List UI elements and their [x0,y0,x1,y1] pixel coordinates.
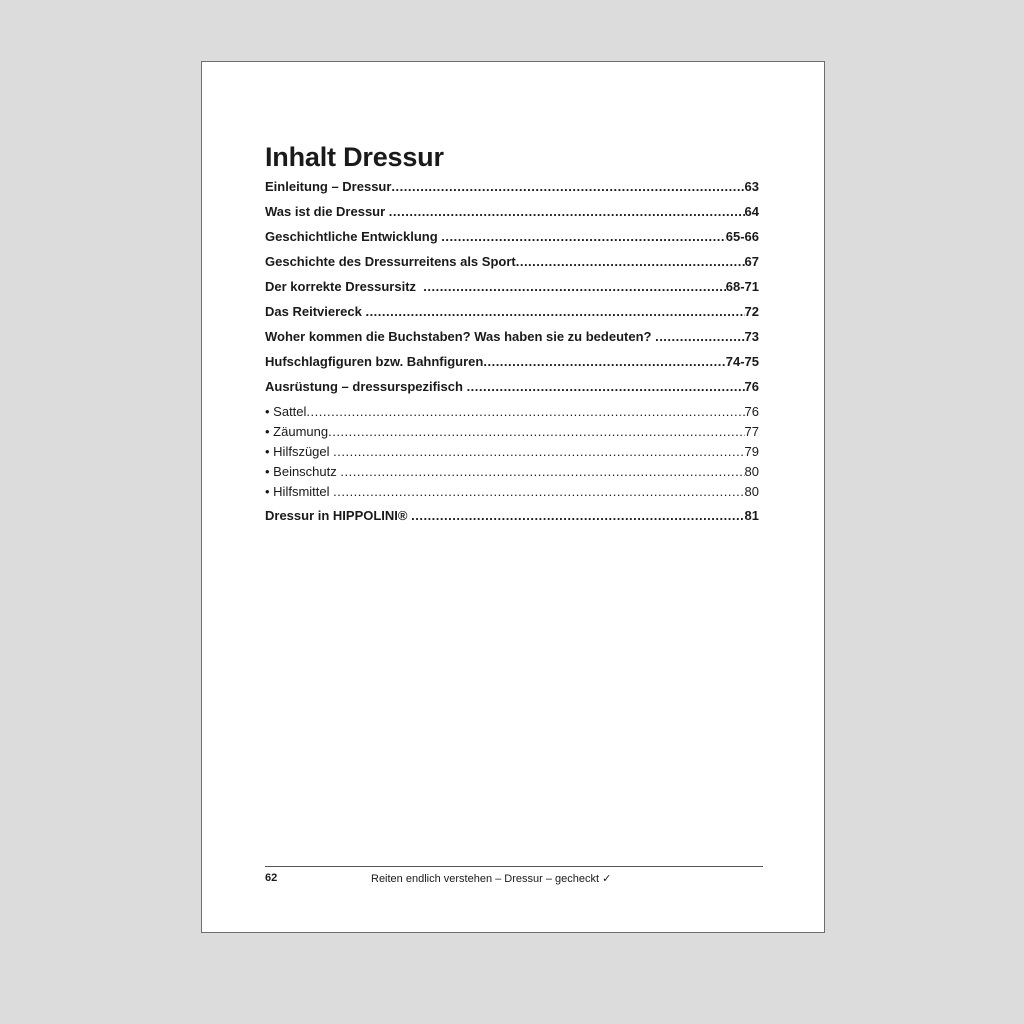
toc-entry-label: Was ist die Dressur [265,204,389,219]
toc-entry-page: 63 [744,179,759,194]
toc-entry [265,303,759,328]
toc-entry-page: 77 [744,424,759,439]
document-page [201,61,825,933]
toc-entry [265,353,759,378]
toc-dot-leader [333,443,744,461]
toc-dot-leader [423,278,726,296]
toc-entry-page: 68-71 [725,279,759,294]
table-of-contents [265,178,759,532]
toc-dot-leader [655,328,744,346]
toc-dot-leader [340,463,744,481]
toc-entry [265,278,759,303]
toc-subentry [265,443,759,463]
toc-dot-leader [389,203,745,221]
toc-entry [265,228,759,253]
toc-dot-leader [467,378,745,396]
toc-entry-label: • Zäumung [265,424,329,439]
toc-entry [265,203,759,228]
toc-dot-leader [391,178,744,196]
toc-entry-label: • Hilfsmittel [265,484,334,499]
toc-entry-label: • Sattel [265,404,307,419]
page-title: Inhalt Dressur [265,142,444,172]
toc-entry-page: 65-66 [725,229,759,244]
toc-entry [265,378,759,403]
toc-entry-page: 76 [744,379,759,394]
toc-entry-label: • Beinschutz [265,464,341,479]
toc-entry [265,507,759,532]
toc-dot-leader [483,353,725,371]
toc-dot-leader [441,228,725,246]
toc-entry-page: 81 [744,508,759,523]
toc-entry-page: 64 [744,204,759,219]
toc-entry-page: 72 [744,304,759,319]
footer-page-number: 62 [265,872,278,884]
footer-divider [265,866,763,867]
toc-subentry [265,483,759,503]
toc-entry-label: Einleitung – Dressur [265,179,392,194]
toc-entry-label: Der korrekte Dressursitz [265,279,424,294]
toc-dot-leader [333,483,744,501]
toc-entry-page: 67 [744,254,759,269]
toc-entry [265,253,759,278]
toc-entry [265,178,759,203]
toc-entry-label: Das Reitviereck [265,304,366,319]
toc-entry [265,328,759,353]
toc-entry-page: 80 [744,464,759,479]
toc-entry-page: 79 [744,444,759,459]
toc-dot-leader [306,403,744,421]
toc-entry-label: Geschichtliche Entwicklung [265,229,442,244]
toc-entry-page: 76 [744,404,759,419]
toc-entry-page: 80 [744,484,759,499]
toc-dot-leader [365,303,744,321]
toc-entry-label: Geschichte des Dressurreitens als Sport [265,254,516,269]
footer-running-title: Reiten endlich verstehen – Dressur – gecheckt ✓ [371,873,612,885]
toc-dot-leader [328,423,744,441]
toc-dot-leader [411,507,744,525]
toc-subentry [265,403,759,423]
toc-subentry [265,463,759,483]
toc-entry-label: • Hilfszügel [265,444,334,459]
toc-dot-leader [516,253,745,271]
toc-subentry [265,423,759,443]
toc-entry-label: Hufschlagfiguren bzw. Bahnfiguren [265,354,484,369]
toc-entry-label: Dressur in HIPPOLINI® [265,508,412,523]
toc-entry-page: 73 [744,329,759,344]
toc-entry-label: Woher kommen die Buchstaben? Was haben sie zu bedeuten? [265,329,656,344]
toc-entry-label: Ausrüstung – dressurspezifisch [265,379,467,394]
toc-entry-page: 74-75 [725,354,759,369]
